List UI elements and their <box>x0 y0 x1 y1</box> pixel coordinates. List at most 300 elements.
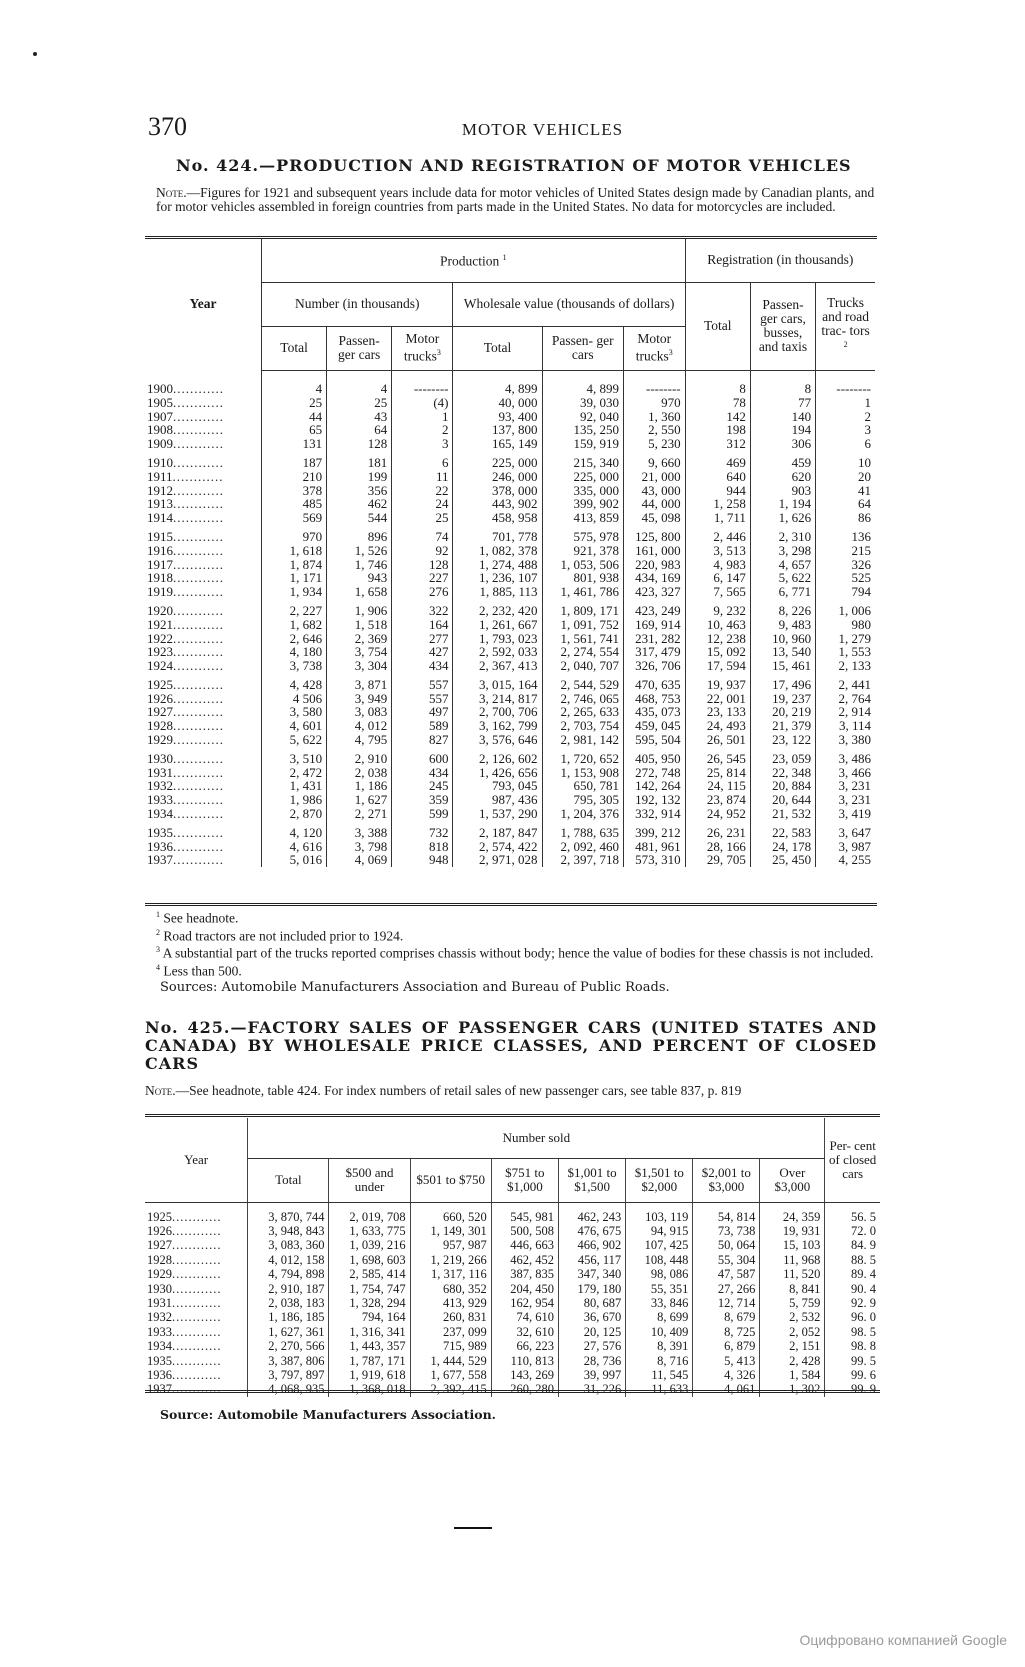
cell-number-sold: 1, 677, 558 <box>410 1368 491 1382</box>
table-row <box>145 484 875 498</box>
cell-number-sold: 462, 243 <box>558 1202 625 1224</box>
cell-num-total: 485 <box>262 497 327 511</box>
cell-year: 1936 ..... <box>145 840 262 854</box>
col-group-production: Production $^1$ <box>262 238 686 282</box>
col-1001-1500: $1,001 to $1,500 <box>558 1158 625 1202</box>
table-row <box>145 618 875 632</box>
cell-number-sold: 1, 039, 216 <box>329 1238 410 1252</box>
cell-number-sold: 2, 392, 415 <box>410 1382 491 1396</box>
cell-year: 1927 ..... <box>145 1238 248 1252</box>
cell-val-total: 1, 537, 290 <box>453 807 542 821</box>
cell-number-sold: 1, 633, 775 <box>329 1224 410 1238</box>
cell-val-total: 1, 261, 667 <box>453 618 542 632</box>
cell-percent-closed: 84. 9 <box>825 1238 880 1252</box>
cell-number-sold: 8, 841 <box>760 1282 825 1296</box>
cell-reg-total: 3, 513 <box>685 544 750 558</box>
table-row <box>145 450 875 470</box>
col-1501-2000: $1,501 to $2,000 <box>626 1158 693 1202</box>
cell-number-sold: 80, 687 <box>558 1296 625 1310</box>
cell-num-trucks: 557 <box>392 672 453 692</box>
cell-year: 1934 ..... <box>145 1339 248 1353</box>
cell-number-sold: 8, 679 <box>693 1310 760 1324</box>
cell-number-sold: 54, 814 <box>693 1202 760 1224</box>
table-424-bottom-rule <box>145 903 877 906</box>
table-row <box>145 497 875 511</box>
cell-percent-closed: 98. 5 <box>825 1325 880 1339</box>
cell-number-sold: 545, 981 <box>491 1202 558 1224</box>
cell-val-pass: 1, 720, 652 <box>542 746 623 766</box>
cell-val-trucks: 970 <box>623 396 685 410</box>
cell-number-sold: 3, 948, 843 <box>248 1224 329 1238</box>
cell-num-total: 2, 227 <box>262 598 327 618</box>
cell-num-trucks: 74 <box>392 524 453 544</box>
cell-num-pass: 3, 388 <box>327 820 392 840</box>
cell-reg-pass: 8 <box>750 370 815 396</box>
table-row <box>145 840 875 854</box>
table-row <box>145 672 875 692</box>
cell-num-pass: 462 <box>327 497 392 511</box>
cell-reg-trucks: 794 <box>816 585 875 599</box>
col-reg-trucks: Trucks and road trac- tors $^2$ <box>816 282 875 370</box>
cell-reg-trucks: 6 <box>816 437 875 451</box>
cell-number-sold: 1, 316, 341 <box>329 1325 410 1339</box>
table-424-footnotes <box>156 908 876 978</box>
cell-num-pass: 3, 083 <box>327 705 392 719</box>
table-row <box>145 645 875 659</box>
cell-val-total: 165, 149 <box>453 437 542 451</box>
cell-number-sold: 387, 835 <box>491 1267 558 1281</box>
cell-number-sold: 8, 391 <box>626 1339 693 1353</box>
cell-number-sold: 8, 716 <box>626 1354 693 1368</box>
cell-reg-pass: 13, 540 <box>750 645 815 659</box>
cell-num-pass: 1, 658 <box>327 585 392 599</box>
table-row <box>145 1354 880 1368</box>
cell-val-pass: 2, 746, 065 <box>542 692 623 706</box>
cell-val-total: 2, 574, 422 <box>453 840 542 854</box>
cell-reg-pass: 5, 622 <box>750 571 815 585</box>
cell-number-sold: 1, 149, 301 <box>410 1224 491 1238</box>
cell-reg-total: 19, 937 <box>685 672 750 692</box>
table-row <box>145 396 875 410</box>
cell-number-sold: 2, 038, 183 <box>248 1296 329 1310</box>
cell-num-total: 65 <box>262 423 327 437</box>
cell-year: 1933 ..... <box>145 793 262 807</box>
cell-number-sold: 32, 610 <box>491 1325 558 1339</box>
cell-reg-pass: 77 <box>750 396 815 410</box>
cell-val-total: 225, 000 <box>453 450 542 470</box>
cell-year: 1935 ..... <box>145 820 262 840</box>
cell-val-pass: 2, 981, 142 <box>542 733 623 747</box>
cell-number-sold: 4, 794, 898 <box>248 1267 329 1281</box>
cell-num-total: 4, 616 <box>262 840 327 854</box>
col-2001-3000: $2,001 to $3,000 <box>693 1158 760 1202</box>
cell-year: 1926 ..... <box>145 1224 248 1238</box>
cell-year: 1913 ..... <box>145 497 262 511</box>
cell-val-pass: 2, 397, 718 <box>542 853 623 867</box>
page-number: 370 <box>148 112 187 141</box>
col-751-1000: $751 to $1,000 <box>491 1158 558 1202</box>
cell-num-pass: 3, 754 <box>327 645 392 659</box>
cell-val-total: 40, 000 <box>453 396 542 410</box>
cell-num-total: 970 <box>262 524 327 544</box>
cell-num-trucks: 164 <box>392 618 453 632</box>
cell-percent-closed: 92. 9 <box>825 1296 880 1310</box>
cell-year: 1931 ..... <box>145 1296 248 1310</box>
cell-num-pass: 2, 910 <box>327 746 392 766</box>
table-425-note <box>145 1084 880 1098</box>
cell-reg-pass: 22, 348 <box>750 766 815 780</box>
cell-val-pass: 215, 340 <box>542 450 623 470</box>
scan-speck <box>33 52 37 56</box>
col-over-3000: Over $3,000 <box>760 1158 825 1202</box>
cell-number-sold: 4, 068, 935 <box>248 1382 329 1396</box>
cell-reg-total: 8 <box>685 370 750 396</box>
cell-number-sold: 8, 725 <box>693 1325 760 1339</box>
cell-reg-pass: 23, 059 <box>750 746 815 766</box>
cell-num-total: 4 <box>262 370 327 396</box>
cell-year: 1910 ..... <box>145 450 262 470</box>
cell-reg-pass: 10, 960 <box>750 632 815 646</box>
cell-reg-total: 29, 705 <box>685 853 750 867</box>
cell-year: 1928 ..... <box>145 1253 248 1267</box>
table-row <box>145 807 875 821</box>
cell-reg-trucks: 86 <box>816 511 875 525</box>
cell-num-trucks: 3 <box>392 437 453 451</box>
cell-reg-total: 17, 594 <box>685 659 750 673</box>
cell-number-sold: 74, 610 <box>491 1310 558 1324</box>
table-row <box>145 571 875 585</box>
cell-val-total: 793, 045 <box>453 779 542 793</box>
cell-reg-pass: 21, 532 <box>750 807 815 821</box>
cell-reg-trucks: 1, 006 <box>816 598 875 618</box>
cell-reg-trucks: 3, 647 <box>816 820 875 840</box>
cell-reg-total: 9, 232 <box>685 598 750 618</box>
cell-num-trucks: 22 <box>392 484 453 498</box>
table-row <box>145 766 875 780</box>
cell-reg-trucks: 2, 914 <box>816 705 875 719</box>
cell-number-sold: 3, 387, 806 <box>248 1354 329 1368</box>
cell-num-total: 378 <box>262 484 327 498</box>
cell-number-sold: 50, 064 <box>693 1238 760 1252</box>
cell-number-sold: 3, 870, 744 <box>248 1202 329 1224</box>
cell-num-trucks: 25 <box>392 511 453 525</box>
cell-reg-total: 28, 166 <box>685 840 750 854</box>
cell-number-sold: 446, 663 <box>491 1238 558 1252</box>
cell-val-trucks: 142, 264 <box>623 779 685 793</box>
cell-reg-total: 469 <box>685 450 750 470</box>
cell-reg-pass: 24, 178 <box>750 840 815 854</box>
cell-reg-total: 24, 493 <box>685 719 750 733</box>
table-row <box>145 1310 880 1324</box>
table-row <box>145 632 875 646</box>
cell-num-trucks: 434 <box>392 659 453 673</box>
cell-reg-pass: 3, 298 <box>750 544 815 558</box>
cell-num-total: 569 <box>262 511 327 525</box>
cell-val-trucks: 481, 961 <box>623 840 685 854</box>
running-head: MOTOR VEHICLES <box>461 120 624 139</box>
cell-num-pass: 4, 069 <box>327 853 392 867</box>
cell-year: 1917 ..... <box>145 558 262 572</box>
cell-val-pass: 159, 919 <box>542 437 623 451</box>
cell-reg-pass: 23, 122 <box>750 733 815 747</box>
cell-val-pass: 2, 274, 554 <box>542 645 623 659</box>
cell-num-total: 1, 986 <box>262 793 327 807</box>
cell-num-total: 4, 180 <box>262 645 327 659</box>
cell-val-pass: 335, 000 <box>542 484 623 498</box>
cell-val-pass: 2, 040, 707 <box>542 659 623 673</box>
cell-number-sold: 2, 151 <box>760 1339 825 1353</box>
cell-val-trucks: 470, 635 <box>623 672 685 692</box>
cell-val-total: 93, 400 <box>453 410 542 424</box>
cell-reg-total: 312 <box>685 437 750 451</box>
cell-number-sold: 98, 086 <box>626 1267 693 1281</box>
cell-num-total: 3, 510 <box>262 746 327 766</box>
cell-reg-total: 12, 238 <box>685 632 750 646</box>
cell-year: 1930 ..... <box>145 1282 248 1296</box>
cell-val-pass: 801, 938 <box>542 571 623 585</box>
cell-reg-pass: 4, 657 <box>750 558 815 572</box>
cell-val-trucks: 125, 800 <box>623 524 685 544</box>
cell-num-pass: 1, 746 <box>327 558 392 572</box>
cell-reg-trucks: 3, 466 <box>816 766 875 780</box>
cell-val-total: 246, 000 <box>453 470 542 484</box>
cell-val-pass: 4, 899 <box>542 370 623 396</box>
cell-num-total: 1, 934 <box>262 585 327 599</box>
table-row <box>145 746 875 766</box>
table-row <box>145 779 875 793</box>
cell-val-total: 2, 232, 420 <box>453 598 542 618</box>
cell-val-trucks: 9, 660 <box>623 450 685 470</box>
cell-year: 1928 ..... <box>145 719 262 733</box>
cell-val-pass: 2, 265, 633 <box>542 705 623 719</box>
note-text: —See headnote, table 424. For index numbers of retail sales of new passenger cars, see table 837, p. 819 <box>175 1083 742 1098</box>
cell-reg-trucks: 2, 441 <box>816 672 875 692</box>
cell-reg-total: 944 <box>685 484 750 498</box>
cell-year: 1925 ..... <box>145 1202 248 1224</box>
cell-num-trucks: 322 <box>392 598 453 618</box>
cell-num-pass: 43 <box>327 410 392 424</box>
cell-number-sold: 27, 576 <box>558 1339 625 1353</box>
cell-num-trucks: 277 <box>392 632 453 646</box>
col-val-passenger: Passen- ger cars <box>542 326 623 370</box>
cell-val-total: 2, 592, 033 <box>453 645 542 659</box>
col-group-number: Number (in thousands) <box>262 282 453 326</box>
cell-reg-trucks: 3 <box>816 423 875 437</box>
cell-number-sold: 15, 103 <box>760 1238 825 1252</box>
cell-num-pass: 544 <box>327 511 392 525</box>
cell-number-sold: 11, 968 <box>760 1253 825 1267</box>
table-row <box>145 558 875 572</box>
cell-val-trucks: 45, 098 <box>623 511 685 525</box>
table-row <box>145 410 875 424</box>
cell-reg-trucks: 1 <box>816 396 875 410</box>
cell-reg-pass: 140 <box>750 410 815 424</box>
cell-number-sold: 55, 351 <box>626 1282 693 1296</box>
cell-year: 1918 ..... <box>145 571 262 585</box>
cell-num-trucks: 128 <box>392 558 453 572</box>
cell-year: 1937 ..... <box>145 853 262 867</box>
cell-number-sold: 4, 061 <box>693 1382 760 1396</box>
cell-reg-pass: 19, 237 <box>750 692 815 706</box>
cell-year: 1911 ..... <box>145 470 262 484</box>
cell-percent-closed: 98. 8 <box>825 1339 880 1353</box>
cell-year: 1936 ..... <box>145 1368 248 1382</box>
cell-reg-pass: 1, 626 <box>750 511 815 525</box>
table-row <box>145 719 875 733</box>
cell-reg-trucks: 3, 419 <box>816 807 875 821</box>
cell-num-total: 1, 431 <box>262 779 327 793</box>
cell-year: 1900 ..... <box>145 370 262 396</box>
cell-number-sold: 1, 444, 529 <box>410 1354 491 1368</box>
cell-year: 1912 ..... <box>145 484 262 498</box>
cell-number-sold: 1, 328, 294 <box>329 1296 410 1310</box>
cell-reg-trucks: 20 <box>816 470 875 484</box>
cell-reg-total: 15, 092 <box>685 645 750 659</box>
cell-year: 1919 ..... <box>145 585 262 599</box>
table-row <box>145 1253 880 1267</box>
cell-reg-trucks: 64 <box>816 497 875 511</box>
cell-year: 1926 ..... <box>145 692 262 706</box>
col-group-number-sold: Number sold <box>248 1118 825 1158</box>
cell-percent-closed: 72. 0 <box>825 1224 880 1238</box>
col-501-750: $501 to $750 <box>410 1158 491 1202</box>
cell-reg-total: 10, 463 <box>685 618 750 632</box>
cell-year: 1908 ..... <box>145 423 262 437</box>
cell-reg-total: 1, 258 <box>685 497 750 511</box>
cell-number-sold: 3, 083, 360 <box>248 1238 329 1252</box>
cell-year: 1916 ..... <box>145 544 262 558</box>
cell-val-trucks: 435, 073 <box>623 705 685 719</box>
cell-number-sold: 413, 929 <box>410 1296 491 1310</box>
cell-number-sold: 2, 270, 566 <box>248 1339 329 1353</box>
page-end-rule <box>454 1527 492 1529</box>
cell-percent-closed: 99. 5 <box>825 1354 880 1368</box>
table-row <box>145 1202 880 1224</box>
cell-year: 1923 ..... <box>145 645 262 659</box>
cell-number-sold: 10, 409 <box>626 1325 693 1339</box>
cell-number-sold: 4, 012, 158 <box>248 1253 329 1267</box>
table-424-title: No. 424.—PRODUCTION AND REGISTRATION OF MOTOR VEHICLES <box>176 156 852 175</box>
table-row <box>145 1224 880 1238</box>
table-425-title: No. 425.—FACTORY SALES OF PASSENGER CARS (UNITED STATES AND CANADA) BY WHOLESALE PRICE CLASSES, AND PERCENT OF CLOSED CARS <box>145 1018 877 1073</box>
cell-number-sold: 66, 223 <box>491 1339 558 1353</box>
cell-number-sold: 462, 452 <box>491 1253 558 1267</box>
table-row <box>145 820 875 840</box>
cell-num-pass: 1, 627 <box>327 793 392 807</box>
cell-val-total: 1, 082, 378 <box>453 544 542 558</box>
cell-val-trucks: 459, 045 <box>623 719 685 733</box>
cell-reg-total: 78 <box>685 396 750 410</box>
cell-num-trucks: 11 <box>392 470 453 484</box>
cell-number-sold: 5, 413 <box>693 1354 760 1368</box>
cell-number-sold: 1, 302 <box>760 1382 825 1396</box>
cell-number-sold: 1, 584 <box>760 1368 825 1382</box>
cell-val-trucks: 326, 706 <box>623 659 685 673</box>
cell-year: 1937 ..... <box>145 1382 248 1396</box>
cell-num-pass: 1, 906 <box>327 598 392 618</box>
cell-val-pass: 1, 153, 908 <box>542 766 623 780</box>
cell-reg-trucks: 3, 987 <box>816 840 875 854</box>
cell-num-trucks: 818 <box>392 840 453 854</box>
cell-year: 1915 ..... <box>145 524 262 544</box>
cell-val-total: 2, 971, 028 <box>453 853 542 867</box>
cell-val-total: 987, 436 <box>453 793 542 807</box>
cell-number-sold: 1, 627, 361 <box>248 1325 329 1339</box>
cell-val-trucks: 423, 327 <box>623 585 685 599</box>
cell-number-sold: 1, 787, 171 <box>329 1354 410 1368</box>
cell-reg-total: 1, 711 <box>685 511 750 525</box>
cell-year: 1924 ..... <box>145 659 262 673</box>
table-425-body <box>145 1202 880 1397</box>
cell-reg-total: 25, 814 <box>685 766 750 780</box>
cell-num-total: 4, 120 <box>262 820 327 840</box>
cell-val-trucks: 405, 950 <box>623 746 685 766</box>
cell-year: 1935 ..... <box>145 1354 248 1368</box>
cell-percent-closed: 89. 4 <box>825 1267 880 1281</box>
cell-val-total: 458, 958 <box>453 511 542 525</box>
cell-num-total: 4 506 <box>262 692 327 706</box>
cell-reg-pass: 9, 483 <box>750 618 815 632</box>
cell-number-sold: 2, 428 <box>760 1354 825 1368</box>
cell-reg-trucks: 3, 114 <box>816 719 875 733</box>
table-row <box>145 1238 880 1252</box>
cell-reg-pass: 2, 310 <box>750 524 815 544</box>
cell-num-total: 131 <box>262 437 327 451</box>
cell-val-pass: 1, 461, 786 <box>542 585 623 599</box>
table-row <box>145 1325 880 1339</box>
cell-num-total: 25 <box>262 396 327 410</box>
cell-number-sold: 2, 532 <box>760 1310 825 1324</box>
cell-num-trucks: 359 <box>392 793 453 807</box>
cell-num-trucks: 24 <box>392 497 453 511</box>
table-row <box>145 598 875 618</box>
cell-year: 1933 ..... <box>145 1325 248 1339</box>
cell-number-sold: 19, 931 <box>760 1224 825 1238</box>
cell-number-sold: 24, 359 <box>760 1202 825 1224</box>
cell-reg-total: 26, 501 <box>685 733 750 747</box>
cell-number-sold: 5, 759 <box>760 1296 825 1310</box>
col-500-under: $500 and under <box>329 1158 410 1202</box>
cell-number-sold: 2, 052 <box>760 1325 825 1339</box>
note-label: Note. <box>156 185 187 200</box>
cell-year: 1914 ..... <box>145 511 262 525</box>
cell-num-pass: 4, 012 <box>327 719 392 733</box>
cell-number-sold: 55, 304 <box>693 1253 760 1267</box>
cell-number-sold: 31, 226 <box>558 1382 625 1396</box>
cell-val-total: 2, 367, 413 <box>453 659 542 673</box>
cell-val-trucks: 595, 504 <box>623 733 685 747</box>
cell-val-trucks: 317, 479 <box>623 645 685 659</box>
col-group-registration: Registration (in thousands) <box>685 238 875 282</box>
cell-number-sold: 47, 587 <box>693 1267 760 1281</box>
cell-val-trucks: 5, 230 <box>623 437 685 451</box>
cell-val-pass: 1, 204, 376 <box>542 807 623 821</box>
cell-number-sold: 94, 915 <box>626 1224 693 1238</box>
cell-percent-closed: 99. 9 <box>825 1382 880 1396</box>
cell-num-total: 3, 738 <box>262 659 327 673</box>
cell-number-sold: 1, 317, 116 <box>410 1267 491 1281</box>
cell-reg-trucks: 3, 231 <box>816 779 875 793</box>
cell-reg-total: 4, 983 <box>685 558 750 572</box>
cell-reg-pass: 25, 450 <box>750 853 815 867</box>
cell-val-trucks: 44, 000 <box>623 497 685 511</box>
col-year: Year <box>189 296 217 311</box>
cell-num-trucks: 948 <box>392 853 453 867</box>
cell-reg-total: 22, 001 <box>685 692 750 706</box>
cell-num-total: 5, 016 <box>262 853 327 867</box>
col-year: Year <box>145 1118 248 1202</box>
cell-number-sold: 6, 879 <box>693 1339 760 1353</box>
